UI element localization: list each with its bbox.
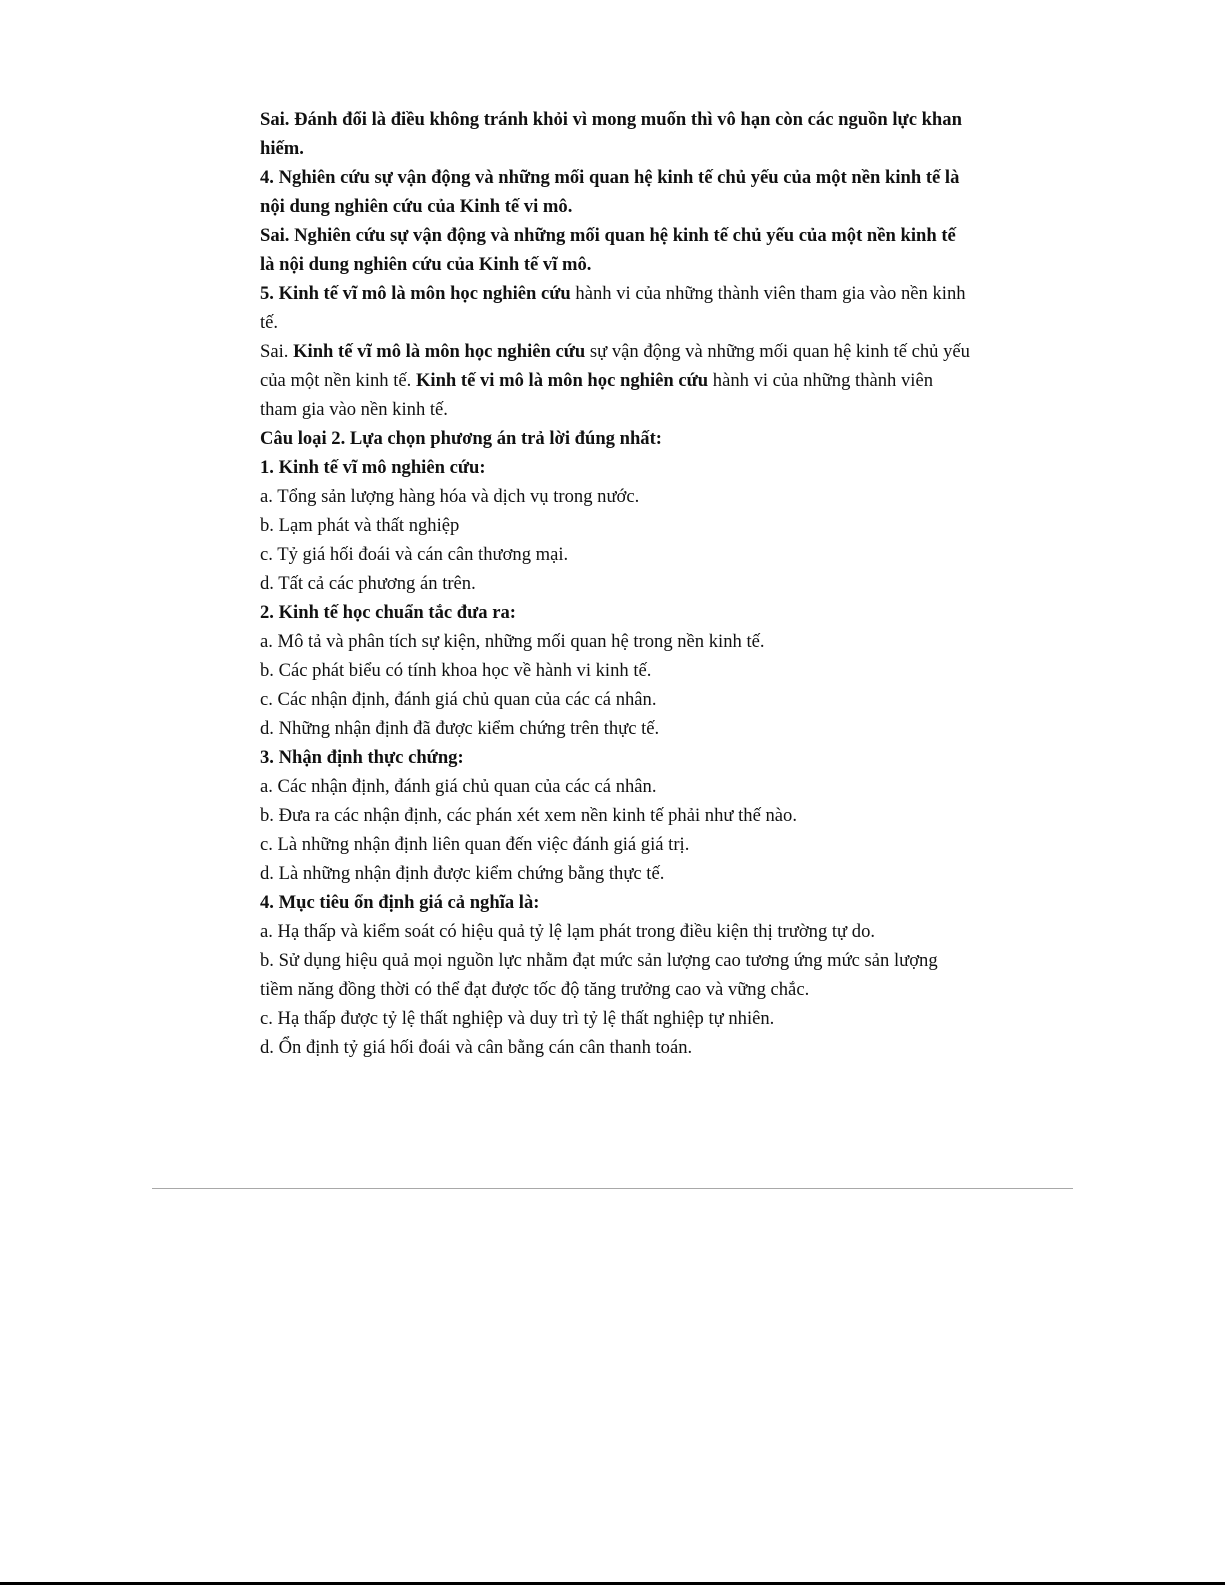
bold-text-run: 3. Nhận định thực chứng:: [260, 747, 464, 768]
text-run: b. Đưa ra các nhận định, các phán xét xem nền kinh tế phải như thế nào.: [260, 805, 797, 826]
text-run: a. Mô tả và phân tích sự kiện, những mối quan hệ trong nền kinh tế.: [260, 631, 765, 652]
text-run: d. Những nhận định đã được kiểm chứng trên thực tế.: [260, 718, 660, 739]
paragraph: [260, 917, 972, 946]
text-run: b. Lạm phát và thất nghiệp: [260, 515, 460, 536]
paragraph: [260, 105, 972, 163]
text-run: b. Sử dụng hiệu quả mọi nguồn lực nhằm đạt mức sản lượng cao tương ứng mức sản lượng tiềm năng đồng thời có thể đạt được tốc độ tăng trưởng cao và vững chắc.: [260, 950, 938, 1000]
text-run: a. Các nhận định, đánh giá chủ quan của các cá nhân.: [260, 776, 657, 797]
paragraph: [260, 453, 972, 482]
paragraph: [260, 569, 972, 598]
text-run: hành vi của những thành viên tham gia vào nền kinh tế.: [260, 283, 966, 333]
text-run: c. Hạ thấp được tỷ lệ thất nghiệp và duy trì tỷ lệ thất nghiệp tự nhiên.: [260, 1008, 775, 1029]
text-run: c. Tỷ giá hối đoái và cán cân thương mại.: [260, 544, 569, 565]
text-run: d. Là những nhận định được kiểm chứng bằng thực tế.: [260, 863, 665, 884]
paragraph: [260, 221, 972, 279]
paragraph: [260, 1004, 972, 1033]
paragraph: [260, 801, 972, 830]
paragraph: [260, 627, 972, 656]
text-run: d. Ổn định tỷ giá hối đoái và cân bằng cán cân thanh toán.: [260, 1037, 693, 1058]
text-run: a. Hạ thấp và kiểm soát có hiệu quả tỷ lệ lạm phát trong điều kiện thị trường tự do.: [260, 921, 876, 942]
bold-text-run: Câu loại 2. Lựa chọn phương án trả lời đúng nhất:: [260, 428, 662, 449]
bold-text-run: Sai. Nghiên cứu sự vận động và những mối quan hệ kinh tế chủ yếu của một nền kinh tế là nội dung nghiên cứu của Kinh tế vĩ mô.: [260, 225, 956, 275]
paragraph: [260, 946, 972, 1004]
paragraph: [260, 337, 972, 424]
paragraph: [260, 540, 972, 569]
paragraph: [260, 1033, 972, 1062]
bold-text-run: Kinh tế vĩ mô là môn học nghiên cứu: [293, 341, 586, 362]
text-run: a. Tổng sản lượng hàng hóa và dịch vụ trong nước.: [260, 486, 640, 507]
paragraph: [260, 424, 972, 453]
paragraph: [260, 888, 972, 917]
bold-text-run: 4. Nghiên cứu sự vận động và những mối quan hệ kinh tế chủ yếu của một nền kinh tế là nội dung nghiên cứu của Kinh tế vi mô.: [260, 167, 960, 217]
paragraph: [260, 830, 972, 859]
paragraph: [260, 859, 972, 888]
document-body: [260, 105, 972, 1062]
bold-text-run: 4. Mục tiêu ổn định giá cả nghĩa là:: [260, 892, 540, 913]
text-run: c. Các nhận định, đánh giá chủ quan của các cá nhân.: [260, 689, 657, 710]
paragraph: [260, 598, 972, 627]
text-run: sự vận động và những mối quan hệ kinh tế chủ yếu của một nền kinh tế.: [260, 341, 970, 391]
paragraph: [260, 743, 972, 772]
bold-text-run: Sai. Đánh đổi là điều không tránh khỏi vì mong muốn thì vô hạn còn các nguồn lực khan hiếm.: [260, 109, 962, 159]
paragraph: [260, 279, 972, 337]
paragraph: [260, 511, 972, 540]
paragraph: [260, 656, 972, 685]
text-run: b. Các phát biểu có tính khoa học về hành vi kinh tế.: [260, 660, 652, 681]
text-run: hành vi của những thành viên tham gia vào nền kinh tế.: [260, 370, 934, 420]
page-divider: [152, 1188, 1073, 1189]
bold-text-run: Kinh tế vi mô là môn học nghiên cứu: [415, 370, 709, 391]
text-run: d. Tất cả các phương án trên.: [260, 573, 476, 594]
bold-text-run: 2. Kinh tế học chuẩn tắc đưa ra:: [260, 602, 516, 623]
bold-text-run: 5. Kinh tế vĩ mô là môn học nghiên cứu: [260, 283, 571, 304]
text-run: Sai.: [260, 341, 294, 362]
text-run: c. Là những nhận định liên quan đến việc đánh giá giá trị.: [260, 834, 690, 855]
paragraph: [260, 714, 972, 743]
paragraph: [260, 772, 972, 801]
bold-text-run: 1. Kinh tế vĩ mô nghiên cứu:: [260, 457, 486, 478]
paragraph: [260, 482, 972, 511]
paragraph: [260, 163, 972, 221]
paragraph: [260, 685, 972, 714]
